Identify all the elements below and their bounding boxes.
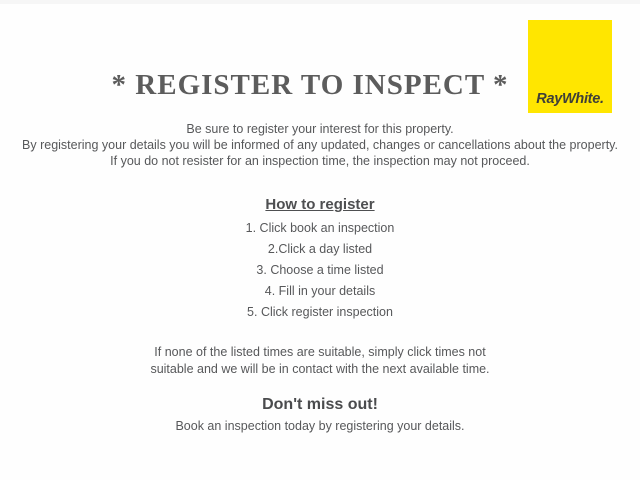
registration-step-4: 4. Fill in your details (264, 284, 376, 298)
intro-line-3: If you do not resister for an inspection time, the inspection may not proceed. (110, 154, 530, 168)
raywhite-logo (528, 20, 612, 113)
raywhite-logo-text: RayWhite. (536, 91, 604, 107)
suitability-paragraph (0, 344, 640, 378)
intro-line-1: Be sure to register your interest for this property. (186, 122, 454, 136)
suitability-line-1: If none of the listed times are suitable, simply click times not (154, 345, 486, 359)
page-title: * REGISTER TO INSPECT * (111, 69, 509, 102)
intro-paragraph (0, 121, 640, 169)
how-to-register-heading: How to register (265, 196, 375, 213)
footer-call-to-action: Book an inspection today by registering your details. (175, 419, 465, 433)
registration-steps-list (0, 218, 640, 323)
registration-step-2: 2.Click a day listed (267, 242, 373, 256)
intro-line-2: By registering your details you will be informed of any updated, changes or cancellations about the property. (22, 138, 618, 152)
top-edge-strip (0, 0, 640, 4)
suitability-line-2: suitable and we will be in contact with the next available time. (150, 362, 490, 376)
dont-miss-out-heading: Don't miss out! (262, 396, 378, 413)
registration-step-3: 3. Choose a time listed (256, 263, 384, 277)
registration-step-1: 1. Click book an inspection (245, 221, 395, 235)
registration-step-5: 5. Click register inspection (247, 305, 393, 319)
